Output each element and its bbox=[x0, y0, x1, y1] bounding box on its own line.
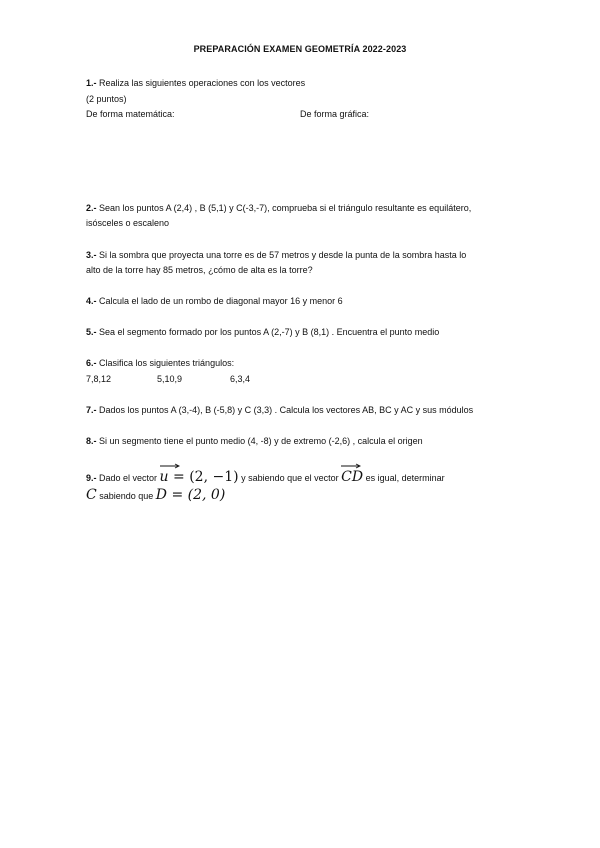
question-9-line2 bbox=[86, 486, 225, 505]
question-6-number: 6.- bbox=[86, 358, 97, 368]
exam-title: PREPARACIÓN EXAMEN GEOMETRÍA 2022-2023 bbox=[193, 44, 407, 54]
question-5-text: Sea el segmento formado por los puntos A (2,-7) y B (8,1) . Encuentra el punto medio bbox=[96, 327, 440, 337]
point-c: C bbox=[86, 487, 97, 503]
vector-u-equation: = (2, −1) bbox=[168, 469, 239, 485]
question-4 bbox=[86, 295, 343, 307]
question-9-text-3: es igual, determinar bbox=[363, 473, 445, 483]
triangle-2: 5,10,9 bbox=[157, 374, 183, 384]
question-1-number: 1.- bbox=[86, 78, 97, 88]
question-6-text: Clasifica los siguientes triángulos: bbox=[96, 358, 235, 368]
question-1-points: (2 puntos) bbox=[86, 94, 127, 104]
question-5-number: 5.- bbox=[86, 327, 97, 337]
triangle-1: 7,8,12 bbox=[86, 374, 112, 384]
question-9-number: 9.- bbox=[86, 473, 97, 483]
vector-cd-label: CD bbox=[341, 469, 364, 485]
question-6 bbox=[86, 357, 234, 369]
vector-u-label: u bbox=[159, 469, 169, 485]
question-3-number: 3.- bbox=[86, 250, 97, 260]
question-1-text: Realiza las siguientes operaciones con los vectores bbox=[96, 78, 306, 88]
vector-u bbox=[160, 468, 169, 486]
question-1-math-label: De forma matemática: bbox=[86, 109, 175, 119]
question-3 bbox=[86, 249, 466, 261]
question-9 bbox=[86, 468, 445, 487]
question-4-text: Calcula el lado de un rombo de diagonal mayor 16 y menor 6 bbox=[96, 296, 343, 306]
question-9-text-1: Dado el vector bbox=[96, 473, 160, 483]
question-7-number: 7.- bbox=[86, 405, 97, 415]
question-3-text-line1: Si la sombra que proyecta una torre es de 57 metros y desde la punta de la sombra hasta lo bbox=[96, 250, 467, 260]
question-9-text-4: sabiendo que bbox=[96, 491, 156, 501]
question-5 bbox=[86, 326, 439, 338]
question-8 bbox=[86, 435, 423, 447]
question-8-number: 8.- bbox=[86, 436, 97, 446]
question-2 bbox=[86, 202, 471, 214]
question-7-text: Dados los puntos A (3,-4), B (-5,8) y C (3,3) . Calcula los vectores AB, BC y AC y sus módulos bbox=[96, 405, 474, 415]
question-2-text-line1: Sean los puntos A (2,4) , B (5,1) y C(-3,-7), comprueba si el triángulo resultante es equilátero, bbox=[96, 203, 472, 213]
point-d-equation: D = (2, 0) bbox=[155, 487, 226, 503]
question-8-text: Si un segmento tiene el punto medio (4, -8) y de extremo (-2,6) , calcula el origen bbox=[96, 436, 423, 446]
triangle-3: 6,3,4 bbox=[230, 374, 251, 384]
question-1-graphic-label: De forma gráfica: bbox=[300, 109, 370, 119]
question-2-number: 2.- bbox=[86, 203, 97, 213]
question-1 bbox=[86, 77, 305, 89]
question-2-text-line2: isósceles o escaleno bbox=[86, 218, 170, 228]
question-7 bbox=[86, 404, 473, 416]
vector-cd bbox=[341, 468, 363, 486]
question-9-text-2: y sabiendo que el vector bbox=[238, 473, 342, 483]
question-4-number: 4.- bbox=[86, 296, 97, 306]
question-3-text-line2: alto de la torre hay 85 metros, ¿cómo de alta es la torre? bbox=[86, 265, 313, 275]
